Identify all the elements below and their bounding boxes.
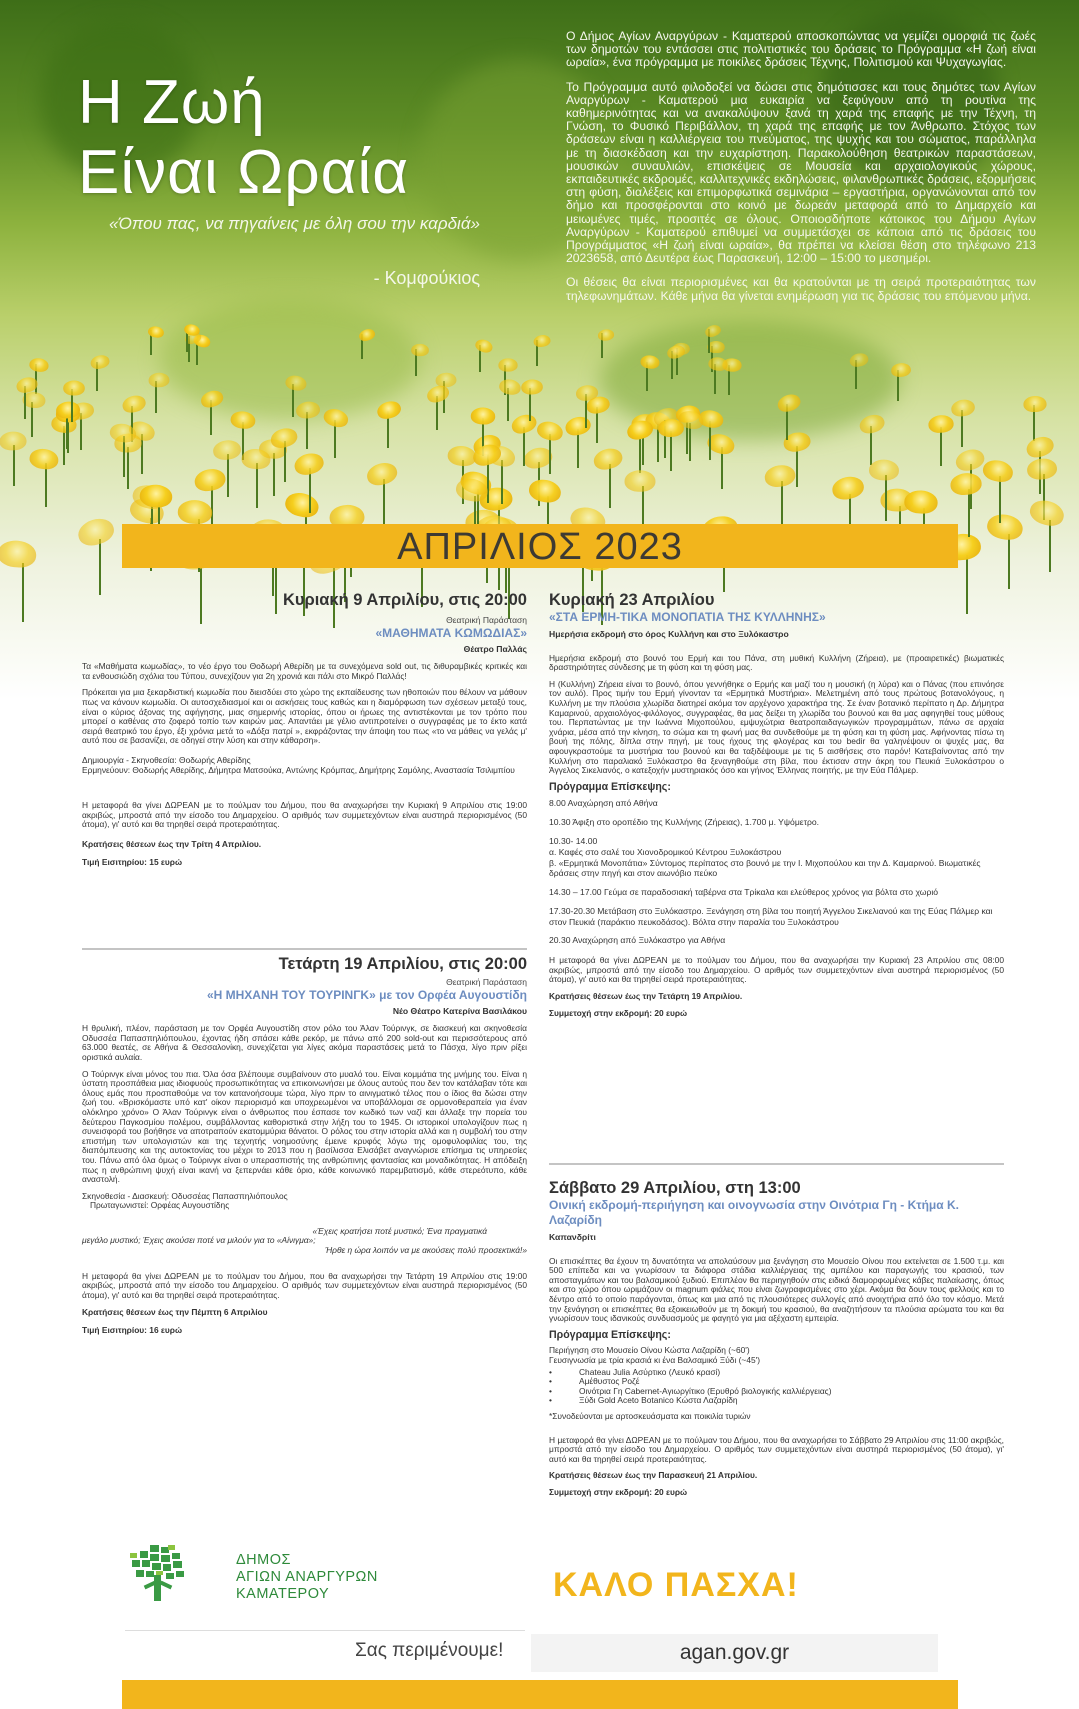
flower xyxy=(411,344,429,357)
logo-line: ΑΓΙΩΝ ΑΝΑΡΓΥΡΩΝ xyxy=(236,1569,378,1585)
credit-line: Δημιουργία - Σκηνοθεσία: Θοδωρής Αθερίδης xyxy=(82,754,251,765)
flower xyxy=(1027,496,1067,529)
flower xyxy=(474,338,494,355)
flower xyxy=(763,463,797,489)
flower-stem xyxy=(999,476,1001,522)
event-poem xyxy=(82,1227,527,1256)
program-list xyxy=(549,798,1004,946)
page-title xyxy=(78,68,409,208)
program-item: 10.30 Άφιξη στο οροπέδιο της Κυλλήνης (Ζήρειας), 1.700 μ. Υψόμετρο. xyxy=(549,817,820,828)
flower xyxy=(535,419,565,443)
flower xyxy=(148,373,169,388)
flower xyxy=(498,358,517,372)
flower-stem xyxy=(1008,534,1010,589)
flower xyxy=(0,539,37,569)
flower xyxy=(928,414,955,434)
month-banner: ΑΠΡΙΛΙΟΣ 2023 xyxy=(122,524,958,568)
list-item xyxy=(549,1396,1004,1406)
website-link[interactable]: agan.gov.gr xyxy=(531,1634,938,1672)
municipality-name xyxy=(236,1552,378,1603)
divider xyxy=(82,948,527,950)
flower xyxy=(1026,457,1058,481)
closing-text: Σας περιμένουμε! xyxy=(355,1640,504,1661)
program-item: 17.30-20.30 Μετάβαση στο Ξυλόκαστρο. Ξενάγηση στη βίλα του ποιητή Άγγελου Σικελιανού και της Εύας Πάλμερ και στον Πευκιά (παράκτιο πευκοδάσος). Βόλτα στην παραλία του Ξυλοκάστρου xyxy=(549,905,993,927)
flower xyxy=(592,446,625,473)
title-line-2: Είναι Ωραία xyxy=(78,138,410,207)
flower-stem xyxy=(99,539,101,595)
flower xyxy=(498,377,522,396)
quote-author: - Κομφούκιος xyxy=(373,268,480,288)
ticket-price: Τιμή Εισιτηρίου: 16 ευρώ xyxy=(82,1325,183,1336)
flower xyxy=(528,477,564,505)
flower xyxy=(869,459,900,481)
flower xyxy=(510,412,540,437)
flower-stem xyxy=(127,447,129,489)
flower xyxy=(1024,434,1056,461)
flower xyxy=(240,448,270,470)
title-line-1: Η Ζωή xyxy=(78,68,266,137)
event-type: Θεατρική Παράσταση xyxy=(446,977,527,987)
flower xyxy=(891,362,912,378)
flower-stem xyxy=(796,446,798,488)
credit-line: Ερμηνεύουν: Θοδωρής Αθερίδης, Δήμητρα Ματσούκα, Αντώνης Κρόμπας, Δημήτρης Σαμόλης, Αναστασία Τσιλιμπίου xyxy=(82,764,515,775)
bullet: • xyxy=(549,1366,552,1377)
event-title: «ΣΤΑ ΕΡΜΗ-ΤΙΚΑ ΜΟΝΟΠΑΤΙΑ ΤΗΣ ΚΥΛΛΗΝΗΣ» xyxy=(549,610,826,624)
flower xyxy=(598,328,615,341)
flower xyxy=(949,471,982,496)
bullet: • xyxy=(549,1385,552,1396)
flower xyxy=(1023,395,1047,412)
flower xyxy=(212,439,242,462)
flower-stem xyxy=(45,463,47,507)
poem-line: «Έχεις κρατήσει ποτέ μυστικό; Ένα πραγματικά xyxy=(312,1225,487,1236)
flower xyxy=(139,483,173,508)
flower xyxy=(29,447,60,471)
flower xyxy=(29,357,50,373)
event-paragraph: Πρόκειται για μια ξεκαρδιστική κωμωδία που διεισδύει στο χώρο της εκπαίδευσης των ηθοποιών που θέλουν να μάθουν πως να κάνουν κωμωδία. Οι αυτοσχεδιασμοί και οι ασκήσεις τους καθώς και η διαμόρφωση των σχέσεων μεταξύ τους, είναι ο κύριος άξονας της αφήγησης, μιας σημερινής ιστορίας, όπου οι ήρωες της αντιστέκονται με τον τρόπο που μπορεί ο καθένας στο ζοφερό τοπίο των καιρών μας. Απαντάει με γέλιο αντιπροτείνει ο συγγραφέας με το έκτο κατά σειρά θεατρικό του έργο, έξι χρόνια μετά το «Δόξα πατρί », εκφράζοντας την άποψη του πως «το να μάθεις να γελάς μ' αυτό που σε βασανίζει, σε οδηγεί στην λύση και στην κάθαρση». xyxy=(82,687,527,746)
flower-stem xyxy=(383,479,385,526)
transport-info: Η μεταφορά θα γίνει ΔΩΡΕΑΝ με το πούλμαν του Δήμου, που θα αναχωρήσει την Τετάρτη 19 Απριλίου στις 19:00 ακριβώς, μπροστά από την είσοδο του Δημαρχείου. Ο αριθμός των συμμετεχόντων είναι αυστηρά περιορισμένος (50 άτομα), γι' αυτό και θα τηρηθεί σειρά προτεραιότητας. xyxy=(82,1270,527,1300)
program-heading: Πρόγραμμα Επίσκεψης: xyxy=(549,780,671,793)
event-date: Κυριακή 9 Απριλίου, στις 20:00 xyxy=(282,591,527,609)
event-1 xyxy=(82,590,527,874)
event-paragraph: Οι επισκέπτες θα έχουν τη δυνατότητα να απολαύσουν μια ξενάγηση στο Μουσείο Οίνου που εκτείνεται σε 1.500 τ.μ. και 500 επίπεδα και να γνωρίσουν τα διάφορα στάδια καλλιέργειας της αμπέλου και παραγωγής του κρασιού, των αποσταγμάτων και του βαλσαμικού ξυδιού. Επιπλέον θα περιηγηθούν στις ειδικά διαμορφωμένες κάβες παλαίωσης, όπως και στο χώρο όπου ωριμάζουν οι magnum φιάλες που είναι ζωγραφισμένες στο χέρι. Ακόμα θα δουν τους φελλούς και το δέντρο από το οποίο παράγονται, όπως και μια από τις πλουσιότερες συλλογές από ανοιχτήρια από όλο τον κόσμο. Μετά την ξενάγηση οι επισκέπτες θα εξοικειωθούν με τη δοκιμή του κρασιού, θα αναζητήσουν τα πλούσια αρώματα του και θα γνωρίσουν τους ιδανικούς συνδυασμούς με φαγητό για μια αξέχαστη εμπειρία. xyxy=(549,1255,1004,1324)
divider xyxy=(549,1163,1004,1165)
flower xyxy=(904,489,938,514)
wine-name: Οινότρια Γη Cabernet-Αγιωργίτικο (Ερυθρό βιολογικής καλλιέργειας) xyxy=(579,1385,832,1396)
event-paragraph: Ημερήσια εκδρομή στο βουνό του Ερμή και του Πάνα, στη μυθική Κυλλήνη (Ζήρεια), με (προαιρετικές) βιωματικές δραστηριότητες σύνδεσης με τη φύση και τη φύση μας. xyxy=(549,652,1004,673)
flower-stem xyxy=(609,464,611,508)
credit-line: Πρωταγωνιστεί: Ορφέας Αυγουστίδης xyxy=(90,1200,230,1211)
event-credits xyxy=(82,756,527,775)
flower xyxy=(292,450,326,477)
program-item: 20.30 Αναχώρηση από Ξυλόκαστρο για Αθήνα xyxy=(549,935,726,946)
event-date: Τετάρτη 19 Απριλίου, στις 20:00 xyxy=(278,955,527,973)
event-venue: Ημερήσια εκδρομή στο όρος Κυλλήνη και στο Ξυλόκαστρο xyxy=(549,629,789,639)
event-3 xyxy=(549,590,1004,1025)
flower xyxy=(708,341,725,353)
ticket-price: Τιμή Εισιτηρίου: 15 ευρώ xyxy=(82,856,183,867)
intro-paragraph: Ο Δήμος Αγίων Αναργύρων - Καματερού αποσκοπώντας να γεμίζει ομορφιά τις ζωές των δημοτών του εντάσσει στις πολιτιστικές του δράσεις το Πρόγραμμα «Η ζωή είναι ωραία», ένα πρόγραμμα με ποικίλες δράσεις Τέχνης, Πολιτισμού και Ψυχαγωγίας. xyxy=(566,29,1036,70)
program-heading: Πρόγραμμα Επίσκεψης: xyxy=(549,1328,671,1341)
flower xyxy=(63,381,85,396)
flower xyxy=(625,418,655,442)
credit-line: Σκηνοθεσία - Διασκευή: Οδυσσέας Παπασπηλιόπουλος xyxy=(82,1190,288,1201)
poem-line: Ήρθε η ώρα λοιπόν να με ακούσεις πολύ προσεκτικά!» xyxy=(325,1245,527,1256)
flower xyxy=(193,467,227,494)
flower xyxy=(283,490,321,521)
flower-stem xyxy=(256,463,258,507)
event-venue: Θέατρο Παλλάς xyxy=(463,643,527,654)
intro-paragraph: Οι θέσεις θα είναι περιορισμένες και θα κρατούνται με τη σειρά προτεραιότητας των τηλεφωνημάτων. Κάθε μήνα θα γίνεται ενημέρωση για τις δράσεις του επόμενου μήνα. xyxy=(566,275,1036,303)
flower xyxy=(471,407,496,425)
event-2 xyxy=(82,954,527,1343)
event-title: «Η ΜΗΧΑΝΗ ΤΟΥ ΤΟΥΡΙΝΓΚ» με τον Ορφέα Αυγουστίδη xyxy=(206,987,527,1002)
program-item: 8.00 Αναχώρηση από Αθήνα xyxy=(549,798,658,809)
event-venue: Νέο Θέατρο Κατερίνα Βασιλάκου xyxy=(392,1005,527,1016)
easter-greeting: ΚΑΛΟ ΠΑΣΧΑ! xyxy=(553,1566,799,1604)
bullet: • xyxy=(549,1395,552,1406)
flower xyxy=(830,474,866,502)
flower xyxy=(90,353,112,370)
flower xyxy=(532,334,551,348)
flower xyxy=(177,499,213,525)
flower xyxy=(625,470,656,491)
intro-paragraph: Το Πρόγραμμα αυτό φιλοδοξεί να δώσει στις δημότισσες και τους δημότες των Αγίων Αναργύρων - Καματερού μια ευκαιρία να ξεφύγουν από τη ρουτίνα της καθημερινότητας και να ανακαλύψουν ξανά τη χαρά της επαφής με την Τέχνη, τη Γνώση, το Φυσικό Περιβάλλον, τη χαρά της επαφής με τον Άνθρωπο. Στόχος των δράσεων είναι η καλλιέργεια του πνεύματος, της ψυχής και του σώματος, παράλληλα με τη διασκέδαση και την ευχαρίστηση. Παρακολούθηση θεατρικών παραστάσεων, μουσικών συναυλιών, επισκέψεις σε Μουσεία και αρχαιολογικούς χώρους, εκπαιδευτικές εκδρομές, καλλιτεχνικές εκδηλώσεις, φιλανθρωπικές δράσεις, εξορμήσεις στη φύση, διαλέξεις και επιμορφωτικά σεμινάρια – εργαστήρια, οργανώνονται από τον δήμο και προσφέρονται στο κοινό με δωρεάν μεταφορά από το Δημαρχείο και μειωμένες τιμές, προσιτές σε όλους. Οποιοσδήποτε κάτοικος του Δήμου Αγίων Αναργύρων - Καματερού επιθυμεί να συμμετάσχει σε κάποια από τις δράσεις του Προγράμματος «Η ζωή είναι ωραία», θα πρέπει να κλείσει θέση στο τηλέφωνο 213 2023658, από Δευτέρα έως Παρασκευή, 12:00 – 15:00 το μεσημέρι. xyxy=(566,79,1036,266)
flower xyxy=(0,431,27,451)
event-title: Οινική εκδρομή-περιήγηση και οινογνωσία στην Οινότρια Γη - Κτήμα Κ. Λαζαρίδη xyxy=(549,1198,959,1227)
wine-name: Αμέθυστος Ροζέ xyxy=(579,1376,640,1387)
flower-stem xyxy=(273,453,275,496)
event-venue: Καπανδρίτι xyxy=(549,1232,596,1242)
transport-info: Η μεταφορά θα γίνει ΔΩΡΕΑΝ με το πούλμαν του Δήμου, που θα αναχωρήσει την Κυριακή 23 Απριλίου στις 08:00 ακριβώς, μπροστά από την είσοδο του Δημαρχείου. Ο αριθμός των συμμετεχόντων είναι αυστηρά περιορισμένος (50 άτομα), γι' αυτό και θα τηρηθεί σειρά προτεραιότητας. xyxy=(549,955,1004,985)
flower-stem xyxy=(22,563,24,622)
flower xyxy=(953,446,986,474)
flower-stem xyxy=(227,454,229,497)
flower-stem xyxy=(501,460,503,504)
flower-stem xyxy=(885,475,887,521)
ticket-price: Συμμετοχή στην εκδρομή: 20 ευρώ xyxy=(549,1486,688,1497)
transport-info: Η μεταφορά θα γίνει ΔΩΡΕΑΝ με το πούλμαν του Δήμου, που θα αναχωρήσει το Σάββατο 29 Απριλίου στις 11:00 ακριβώς, μπροστά από την είσοδο του Δημαρχείου. Ο αριθμός των συμμετεχόντων είναι αυστηρά περιορισμένος (50 άτομα), γι' αυτό και θα τηρηθεί σειρά προτεραιότητας. xyxy=(549,1434,1004,1464)
flower xyxy=(564,414,593,438)
program-line: Περιήγηση στο Μουσείο Οίνου Κώστα Λαζαρίδη (~60') xyxy=(549,1345,750,1356)
booking-deadline: Κρατήσεις θέσεων έως την Τετάρτη 19 Απριλίου. xyxy=(549,991,743,1002)
booking-deadline: Κρατήσεις θέσεων έως την Παρασκευή 21 Απριλίου. xyxy=(549,1470,758,1481)
event-paragraph: Τα «Μαθήματα κωμωδίας», το νέο έργο του Θοδωρή Αθερίδη με τα συνεχόμενα sold out, τις διθυραμβικές κριτικές και τα ενθουσιώδη σχόλια του Τύπου, συνεχίζουν για 2η χρονιά και πάλι στο Μικρό Παλλάς! xyxy=(82,661,527,681)
booking-deadline: Κρατήσεις θέσεων έως την Πέμπτη 6 Απριλίου xyxy=(82,1307,268,1318)
logo-line: ΚΑΜΑΤΕΡΟΥ xyxy=(236,1586,330,1602)
event-paragraph: Η (Κυλλήνη) Ζήρεια είναι το βουνό, όπου γεννήθηκε ο Ερμής και μαζί του η μουσική (η λύρα) και ο Πάνας (που επινόησε τον αυλό). Προς τιμήν του Ερμή γίνονταν τα «Ερμητικά Μυστήρια». Μελετημένη από τους πρώτους βοτανολόγους, η Κυλλήνη με την πλούσια χλωρίδα διατηρεί ακόμα τον αρχέγονο χαρακτήρα της. Σε έναν βοτανικό περίπατο η Δρ. Δήμητρα Καμαρινού, αρχαιολόγος-φιλόλογος, συγγραφέας, θα μας δείξει τη χλωρίδα του βουνού και θα μας αφηγηθεί τους μύθους του. Περπατώντας με την Ιωάννα Μιχοπούλου, εμψυχώτρια θεατροπαιδαγωγικών προγραμμάτων, πάνω σε αρχαία χνάρια, μέσα από την κίνηση, το σώμα και τη φωνή μας θα συνδεθούμε με τη φύση και τη φύση μας. Αφήνοντας πίσω τη βουή της πόλης, δίπλα στην πηγή, με τους ήχους της φλογέρας και του bedir θα γαληνέψουν οι ψυχές μας, θα αφουγκραστούμε τα μυστήρια του βουνού και θα ταξιδέψουμε με τις 5 αισθήσεις στο παρόν! Κατεβαίνοντας από την Κυλλήνη στο παραλιακό Ξυλόκαστρο θα ξεναγηθούμε στη βίλα, που έκτισαν στην άκρη του Πευκιά Ξυλοκάστρου ο Άγγελος Σικελιανός, ο κατεξοχήν μυστηριακός όσο και γήινος Έλληνας ποιητής, με την Εύα Πάλμερ. xyxy=(549,678,1004,776)
event-type: Θεατρική Παράσταση xyxy=(446,615,527,625)
logo-line: ΔΗΜΟΣ xyxy=(236,1552,291,1568)
event-paragraph: Ο Τούρινγκ είναι μόνος του πια. Όλα όσα βλέπουμε συμβαίνουν στο μυαλό του. Είναι κομμάτια της μνήμης του. Είναι η ύστατη προσπάθεια μιας ιδιοφυούς προσωπικότητας να επικοινωνήσει με όλους αυτούς που δεν τον κατάλαβαν τότε και όλους εμάς που προσπαθούμε να τον κατανοήσουμε τώρα, λίγο πριν το αινιγματικό τέλος που ο ίδιος θα δώσει στην ζωή του. «Βρισκόμαστε υπό κατ' οίκον περιορισμό και υποχρεωμένοι να υποβάλλομαι σε ορμονοθεραπεία για έναν ολόκληρο χρόνο» Ο Άλαν Τούρινγκ είναι ο άνθρωπος που έσπασε τον κωδικό των ναζί και άλλαξε την πορεία του δεύτερου Παγκοσμίου πολέμου, συμβάλλοντας καθοριστικά στην λήξη του το 1945. Οι ιστορικοί υπολογίζουν πως η συνεισφορά του βοήθησε να αποτραπούν εκατομμύρια θάνατοι. Ο ρόλος του στην ιστορία αλλά και η συμβολή του στην επιστήμη των υπολογιστών και της τεχνητής νοημοσύνης έμεινε κρυφός λόγω της ομοφυλοφιλίας του, της διαπόμπευσης και της αυτοκτονίας του μέχρι το 2013 που η βασίλισσα Ελισάβετ αναγνώρισε επίσημα τις υπηρεσίες του. Πάνω από όλα όμως ο Τούρινγκ είναι ο υπερασπιστής της ανθρώπινης φαντασίας και μοναδικότητας. Η απόδειξη πως η ανθρώπινη ψυχή είναι ικανή να ξεπερνάει κάθε όριο, κάθε κοινωνικό παρεμβατισμό, κάθε στερεότυπο, κάθε αναστολή. xyxy=(82,1068,527,1185)
event-date: Κυριακή 23 Απριλίου xyxy=(549,591,715,609)
flower-stem xyxy=(1049,520,1051,573)
flower xyxy=(950,398,976,418)
flower-stem xyxy=(13,445,15,487)
flower xyxy=(520,378,543,394)
event-date: Σάββατο 29 Απριλίου, στη 13:00 xyxy=(549,1179,801,1197)
bullet: • xyxy=(549,1376,552,1387)
flower-stem xyxy=(309,468,311,513)
flower-stem xyxy=(781,481,783,528)
flower xyxy=(981,458,1015,485)
event-paragraph: Η θρυλική, πλέον, παράσταση με τον Ορφέα Αυγουστίδη στον ρόλο του Άλαν Τούρινγκ, σε διασκευή και σκηνοθεσία Οδυσσέα Παπασπηλιόπουλου, έχοντας ήδη σπάσει κάθε ρεκόρ, με πάνω από 200 sold-out και περισσότερους από 63.000 θεατές, σε Αθήνα & Θεσσαλονίκη, συνεχίζεται για λίγες ακόμα παραστάσεις μετά το Πάσχα, λίγο πριν ρίξει οριστικά αυλαία. xyxy=(82,1023,527,1062)
intro-text xyxy=(566,30,1036,314)
municipality-logo xyxy=(130,1545,185,1603)
footer-divider xyxy=(125,1630,525,1631)
flower xyxy=(985,512,1024,542)
flower-stem xyxy=(670,431,672,471)
transport-info: Η μεταφορά θα γίνει ΔΩΡΕΑΝ με το πούλμαν του Δήμου, που θα αναχωρήσει την Κυριακή 9 Απριλίου στις 19:00 ακριβώς, μπροστά από την είσοδο του Δημαρχείου. Ο αριθμός των συμμετεχόντων είναι αυστηρά περιορισμένος (50 άτομα), γι' αυτό και θα τηρηθεί σειρά προτεραιότητας. xyxy=(82,800,527,830)
flower-stem xyxy=(968,489,970,537)
flower xyxy=(365,460,400,489)
serving-note: *Συνοδεύονται με αρτοσκευάσματα και ποικιλία τυριών xyxy=(549,1410,751,1421)
wine-list xyxy=(549,1368,1004,1406)
flower xyxy=(75,514,117,548)
wine-name: Ξύδι Gold Aceto Botanico Κώστα Λαζαρίδη xyxy=(579,1395,738,1406)
program-line: Γευσιγνωσία με τρία κρασιά κι ένα Βαλσαμικό Ξύδι (~45') xyxy=(549,1354,761,1365)
event-4 xyxy=(549,1178,1004,1504)
poem-line: μεγάλο μυστικό; Έχεις ακούσει ποτέ να μιλούν για το «Αίνιγμα»; xyxy=(82,1235,316,1246)
bottom-bar xyxy=(122,1680,958,1709)
quote: «Όπου πας, να πηγαίνεις με όλη σου την καρδιά» xyxy=(108,214,480,233)
event-title: «ΜΑΘΗΜΑΤΑ ΚΩΜΩΔΙΑΣ» xyxy=(375,625,527,640)
program-item: 10.30- 14.00 α. Καφές στο σαλέ του Χιονοδρομικού Κέντρου Ξυλοκάστρου β. «Ερμητικά Μονοπάτια» Σύντομος περίπατος στο βουνό με την Ι. Μιχοπούλου και την Δ. Καμαρινού. Βιωματικές δράσεις στην πηγή και στον αιωνόβιο πεύκο xyxy=(549,835,981,879)
booking-deadline: Κρατήσεις θέσεων έως την Τρίτη 4 Απριλίου. xyxy=(82,838,262,849)
wine-name: Chateau Julia Ασύρτικο (Λευκό κρασί) xyxy=(579,1366,721,1377)
ticket-price: Συμμετοχή στην εκδρομή: 20 ευρώ xyxy=(549,1007,688,1018)
program-item: 14.30 – 17.00 Γεύμα σε παραδοσιακή ταβέρνα στα Τρίκαλα και ελεύθερος χρόνος για βόλτα στο χωριό xyxy=(549,887,939,898)
event-credits xyxy=(82,1192,527,1211)
flower xyxy=(120,393,147,415)
flower-stem xyxy=(487,460,489,504)
